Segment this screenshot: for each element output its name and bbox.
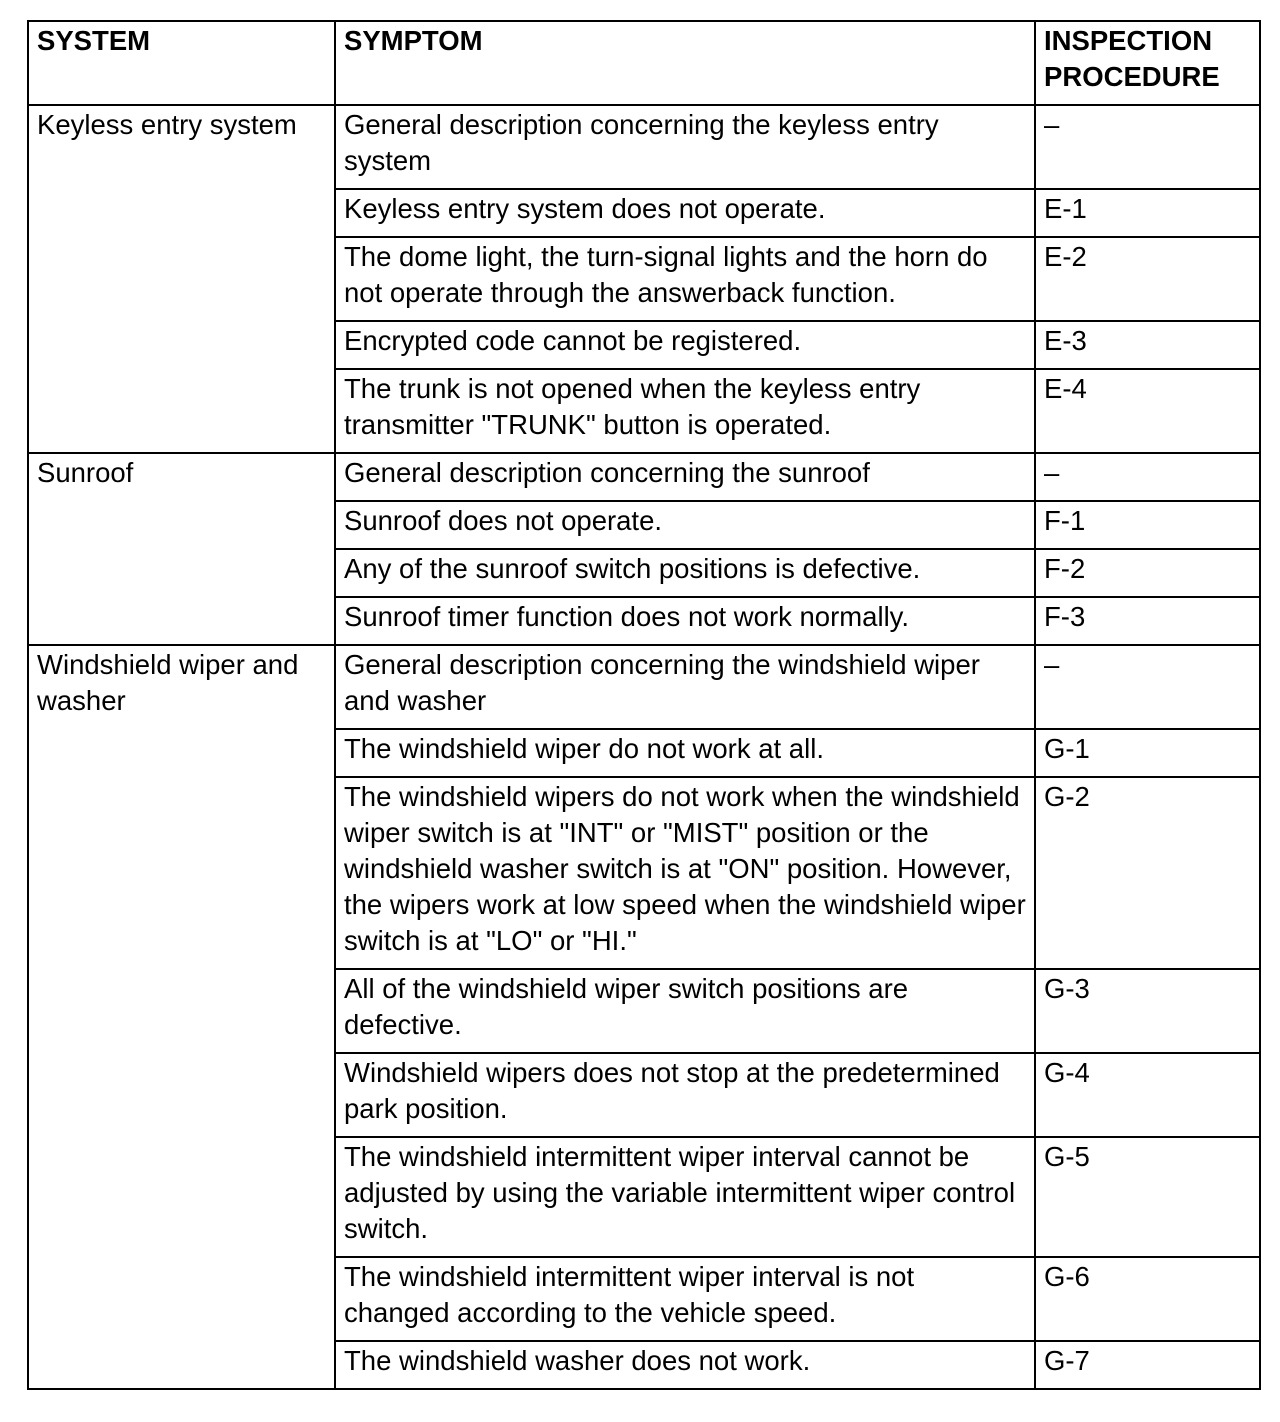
procedure-cell: – bbox=[1035, 105, 1260, 189]
symptom-cell: General description concerning the windshield wiper and washer bbox=[335, 645, 1035, 729]
procedure-cell: G-4 bbox=[1035, 1053, 1260, 1137]
procedure-cell: E-3 bbox=[1035, 321, 1260, 369]
symptom-cell: The windshield intermittent wiper interval is not changed according to the vehicle speed. bbox=[335, 1257, 1035, 1341]
symptom-cell: Encrypted code cannot be registered. bbox=[335, 321, 1035, 369]
symptom-cell: Windshield wipers does not stop at the predetermined park position. bbox=[335, 1053, 1035, 1137]
procedure-cell: G-7 bbox=[1035, 1341, 1260, 1389]
table-row bbox=[28, 105, 1260, 189]
symptom-cell: General description concerning the sunroof bbox=[335, 453, 1035, 501]
symptom-cell: The windshield wipers do not work when the windshield wiper switch is at "INT" or "MIST" position or the windshield washer switch is at "ON" position. However, the wipers work at low speed when the windshield wiper switch is at "LO" or "HI." bbox=[335, 777, 1035, 969]
procedure-cell: G-3 bbox=[1035, 969, 1260, 1053]
procedure-cell: – bbox=[1035, 453, 1260, 501]
header-system: SYSTEM bbox=[28, 21, 335, 105]
procedure-cell: G-5 bbox=[1035, 1137, 1260, 1257]
header-row bbox=[28, 21, 1260, 105]
header-symptom: SYMPTOM bbox=[335, 21, 1035, 105]
procedure-cell: F-1 bbox=[1035, 501, 1260, 549]
procedure-cell: G-1 bbox=[1035, 729, 1260, 777]
symptom-cell: Sunroof timer function does not work normally. bbox=[335, 597, 1035, 645]
symptom-cell: Sunroof does not operate. bbox=[335, 501, 1035, 549]
symptom-cell: All of the windshield wiper switch positions are defective. bbox=[335, 969, 1035, 1053]
table-row bbox=[28, 453, 1260, 501]
system-cell: Windshield wiper and washer bbox=[28, 645, 335, 1389]
header-procedure-line1: INSPECTION bbox=[1044, 25, 1213, 56]
system-cell: Sunroof bbox=[28, 453, 335, 645]
symptom-cell: General description concerning the keyless entry system bbox=[335, 105, 1035, 189]
header-procedure bbox=[1035, 21, 1260, 105]
symptom-cell: Keyless entry system does not operate. bbox=[335, 189, 1035, 237]
symptom-cell: The dome light, the turn-signal lights and the horn do not operate through the answerback function. bbox=[335, 237, 1035, 321]
procedure-cell: F-3 bbox=[1035, 597, 1260, 645]
procedure-cell: G-6 bbox=[1035, 1257, 1260, 1341]
system-cell: Keyless entry system bbox=[28, 105, 335, 453]
symptom-cell: The windshield intermittent wiper interval cannot be adjusted by using the variable intermittent wiper control switch. bbox=[335, 1137, 1035, 1257]
symptom-cell: Any of the sunroof switch positions is defective. bbox=[335, 549, 1035, 597]
procedure-cell: E-4 bbox=[1035, 369, 1260, 453]
inspection-table bbox=[27, 20, 1261, 1390]
symptom-cell: The windshield washer does not work. bbox=[335, 1341, 1035, 1389]
symptom-cell: The trunk is not opened when the keyless entry transmitter "TRUNK" button is operated. bbox=[335, 369, 1035, 453]
procedure-cell: E-1 bbox=[1035, 189, 1260, 237]
procedure-cell: G-2 bbox=[1035, 777, 1260, 969]
symptom-cell: The windshield wiper do not work at all. bbox=[335, 729, 1035, 777]
procedure-cell: F-2 bbox=[1035, 549, 1260, 597]
procedure-cell: – bbox=[1035, 645, 1260, 729]
header-procedure-line2: PROCEDURE bbox=[1044, 61, 1220, 92]
table-row bbox=[28, 645, 1260, 729]
procedure-cell: E-2 bbox=[1035, 237, 1260, 321]
